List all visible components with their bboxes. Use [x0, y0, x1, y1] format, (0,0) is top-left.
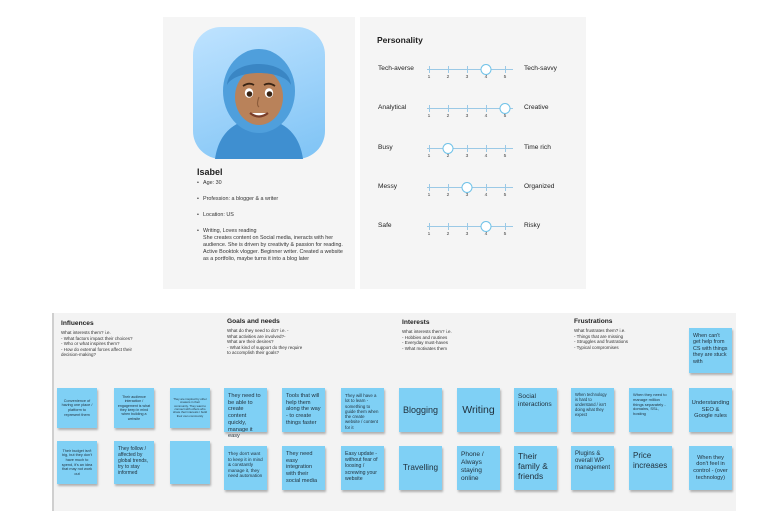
- sticky-note-text: Phone / Always staying online: [461, 451, 484, 482]
- sticky-note-text: They need easy integration with their social media: [286, 451, 318, 484]
- sticky-note[interactable]: [57, 441, 97, 484]
- sticky-note-text: Plugins & overall WP management: [575, 451, 611, 472]
- trait-right-label: Time rich: [524, 144, 551, 151]
- sticky-note-text: Their audience interaction / engagement is what they keep in mind when building a website: [117, 395, 151, 421]
- persona-details-list: [197, 180, 347, 272]
- slider-tick-label: 4: [484, 154, 488, 159]
- avatar-icon: [193, 27, 325, 159]
- slider-tick-label: 4: [484, 114, 488, 119]
- slider-track: [427, 226, 513, 227]
- trait-right-label: Creative: [524, 104, 549, 111]
- sticky-note[interactable]: [114, 441, 154, 484]
- trait-left-label: Busy: [378, 144, 393, 151]
- trait-right-label: Risky: [524, 222, 541, 229]
- slider-tick-label: 5: [503, 154, 507, 159]
- sticky-note[interactable]: [57, 388, 97, 428]
- trait-slider[interactable]: [427, 148, 513, 164]
- slider-tick-label: 5: [503, 75, 507, 80]
- slider-tick-label: 4: [484, 75, 488, 80]
- trait-row: [360, 104, 586, 128]
- slider-tick: [467, 66, 468, 73]
- trait-row: [360, 144, 586, 168]
- slider-tick-label: 1: [427, 232, 431, 237]
- persona-age: • Age: 30: [197, 180, 347, 187]
- trait-left-label: Tech-averse: [378, 65, 414, 72]
- slider-tick: [448, 105, 449, 112]
- slider-tick: [486, 105, 487, 112]
- sticky-note-text: Understanding SEO & Google rules: [691, 399, 730, 420]
- sticky-note[interactable]: [399, 388, 442, 432]
- sticky-note[interactable]: [341, 388, 384, 432]
- slider-tick-label: 4: [484, 232, 488, 237]
- sticky-note-text: When they need to manage million things separately - domains, SSL, hosting: [633, 392, 667, 417]
- slider-tick-label: 5: [503, 193, 507, 198]
- interests-title: Interests: [402, 319, 430, 326]
- slider-tick-label: 3: [465, 154, 469, 159]
- sticky-note-text: Blogging: [402, 404, 439, 415]
- slider-tick-label: 3: [465, 193, 469, 198]
- sticky-note-text: Their budget isn't big, but they don't have much to spend, it's an idea that may not work out: [61, 448, 93, 476]
- slider-tick-label: 5: [503, 114, 507, 119]
- sticky-note[interactable]: [689, 328, 732, 373]
- slider-tick-label: 1: [427, 75, 431, 80]
- slider-tick-label: 2: [446, 232, 450, 237]
- slider-tick-label: 1: [427, 193, 431, 198]
- slider-tick: [505, 184, 506, 191]
- slider-tick: [429, 66, 430, 73]
- sticky-note[interactable]: [571, 388, 614, 432]
- sticky-note-text: They will have a lot to learn - something to guide them when the create website / content for it: [345, 393, 379, 430]
- sticky-note-text: Easy update - without fear of loosing / screwing your website: [345, 451, 378, 482]
- sticky-note-text: Price increases: [633, 451, 668, 470]
- persona-profession: • Profession: a blogger & a writer: [197, 196, 347, 203]
- trait-left-label: Messy: [378, 183, 398, 190]
- goals-title: Goals and needs: [227, 318, 280, 325]
- slider-tick-label: 3: [465, 75, 469, 80]
- sticky-note-text: Travelling: [402, 463, 439, 473]
- sticky-note[interactable]: [224, 446, 267, 490]
- slider-tick: [429, 145, 430, 152]
- sticky-note-text: Writing: [462, 403, 495, 416]
- slider-tick-label: 3: [465, 114, 469, 119]
- sticky-note[interactable]: [629, 446, 672, 490]
- trait-left-label: Safe: [378, 222, 392, 229]
- slider-tick-label: 2: [446, 75, 450, 80]
- persona-bio: • Writing, Loves reading She creates content on Social media, ineracts with her audience. She is driven by creativity & passion for reading. Active Booktok vlogger. Beginner writer. Created a website as a portfolio, maybe turns it into a blog later: [197, 228, 347, 263]
- frustrations-description: What frustrates them? i.e. - Things that are missing - Struggles and frustrations - Typical compromises: [574, 328, 629, 350]
- slider-knob[interactable]: [500, 103, 511, 114]
- trait-right-label: Organized: [524, 183, 555, 190]
- sticky-note[interactable]: [457, 388, 500, 432]
- sticky-note[interactable]: [689, 446, 732, 490]
- personality-title: Personality: [377, 35, 423, 45]
- slider-knob[interactable]: [481, 64, 492, 75]
- slider-tick-label: 1: [427, 114, 431, 119]
- slider-tick: [505, 145, 506, 152]
- slider-tick: [467, 105, 468, 112]
- sticky-note[interactable]: [282, 446, 325, 490]
- trait-row: [360, 183, 586, 207]
- board-divider: [52, 313, 54, 511]
- personality-card: [360, 17, 586, 289]
- slider-tick: [448, 223, 449, 230]
- sticky-note-text: They are inspired by other creators in their community. They want to connect with others who share their interests / build their own community: [173, 396, 207, 418]
- slider-knob[interactable]: [443, 143, 454, 154]
- sticky-note[interactable]: [514, 446, 557, 490]
- sticky-note[interactable]: [224, 388, 267, 440]
- sticky-note-text: They don't want to keep it in mind & constantly manage it, they need automation: [228, 451, 263, 478]
- goals-description: What do they need to do? i.e. - What activities are involved?- What are their desires? - What kind of support do they require to accomplish their goals?: [227, 328, 303, 356]
- sticky-note-text: Social interactions: [518, 393, 552, 408]
- sticky-note-text: They need to be able to create content quickly, manage it easy: [228, 393, 261, 440]
- slider-tick: [486, 145, 487, 152]
- trait-slider[interactable]: [427, 187, 513, 203]
- trait-slider[interactable]: [427, 226, 513, 242]
- sticky-note-text: Their family & friends: [518, 451, 548, 482]
- sticky-note[interactable]: [457, 446, 500, 490]
- sticky-note[interactable]: [282, 388, 325, 432]
- sticky-note-text: They follow / affected by global trends, try to stay informed: [118, 446, 149, 476]
- slider-tick-label: 2: [446, 193, 450, 198]
- slider-tick-label: 2: [446, 114, 450, 119]
- persona-board: [52, 313, 736, 511]
- influences-description: What interests them? i.e. - What factors impact their choices? - Who or what inspires them? - How do external forces affect their decision-making?: [61, 330, 133, 358]
- trait-right-label: Tech-savvy: [524, 65, 557, 72]
- slider-tick-label: 2: [446, 154, 450, 159]
- sticky-note-text: When technology is hard to understand / isn't doing what they expect: [575, 392, 607, 417]
- persona-location: • Location: US: [197, 212, 347, 219]
- sticky-note[interactable]: [170, 441, 210, 484]
- avatar: [193, 27, 325, 159]
- slider-tick: [467, 223, 468, 230]
- trait-row: [360, 222, 586, 246]
- persona-profile-card: [163, 17, 355, 289]
- slider-tick: [448, 184, 449, 191]
- slider-tick: [448, 66, 449, 73]
- sticky-note-text: When can't get help from CS with things they are stuck with: [693, 333, 728, 365]
- trait-row: [360, 65, 586, 89]
- slider-tick-label: 5: [503, 232, 507, 237]
- slider-tick: [429, 184, 430, 191]
- slider-tick: [429, 223, 430, 230]
- sticky-note-text: When they don't feel in control - (over technology): [693, 454, 728, 481]
- slider-knob[interactable]: [462, 182, 473, 193]
- sticky-note[interactable]: [114, 388, 154, 428]
- slider-tick: [505, 66, 506, 73]
- persona-name: Isabel: [197, 167, 223, 177]
- trait-left-label: Analytical: [378, 104, 407, 111]
- slider-track: [427, 69, 513, 70]
- sticky-note[interactable]: [341, 446, 384, 490]
- slider-tick-label: 1: [427, 154, 431, 159]
- trait-slider[interactable]: [427, 69, 513, 85]
- slider-track: [427, 148, 513, 149]
- influences-title: Influences: [61, 320, 94, 327]
- sticky-note[interactable]: [689, 388, 732, 432]
- slider-tick: [486, 184, 487, 191]
- sticky-note-text: Convenience of having one place / platform to represent them: [61, 398, 93, 417]
- sticky-note[interactable]: [629, 388, 672, 432]
- slider-knob[interactable]: [481, 221, 492, 232]
- slider-tick-label: 4: [484, 193, 488, 198]
- frustrations-title: Frustrations: [574, 318, 613, 325]
- interests-description: What interests them? i.e. - Hobbies and routines - Everyday must-haves - What motivates them: [402, 329, 452, 351]
- slider-tick-label: 3: [465, 232, 469, 237]
- trait-slider[interactable]: [427, 108, 513, 124]
- sticky-note-text: Tools that will help them along the way - to create things faster: [286, 393, 321, 426]
- slider-tick: [467, 145, 468, 152]
- sticky-note[interactable]: [170, 388, 210, 428]
- sticky-note[interactable]: [571, 446, 614, 490]
- sticky-note[interactable]: [514, 388, 557, 432]
- slider-tick: [505, 223, 506, 230]
- sticky-note[interactable]: [399, 446, 442, 490]
- slider-tick: [429, 105, 430, 112]
